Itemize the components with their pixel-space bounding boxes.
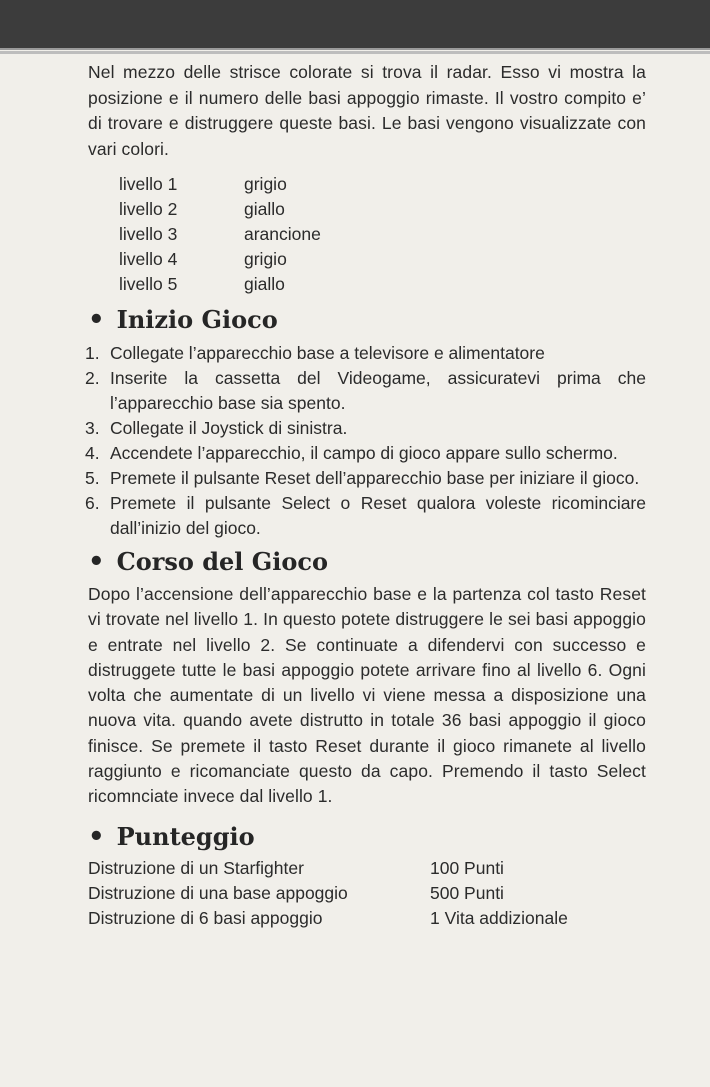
step-text: Collegate il Joystick di sinistra. (110, 418, 348, 438)
level-row (119, 172, 646, 197)
section-heading-start (88, 305, 646, 335)
bullet-icon: • (88, 547, 105, 577)
step-number: 3. (85, 418, 100, 438)
level-name: livello 3 (119, 224, 178, 244)
step-number: 1. (85, 343, 100, 363)
level-color: giallo (244, 199, 285, 219)
intro-paragraph: Nel mezzo delle strisce colorate si trova il radar. Esso vi mostra la posizione e il numero delle basi appoggio rimaste. Il vostro compito e’ di trovare e distruggere queste basi. Le basi vengono visualizzate con vari colori. (88, 62, 646, 159)
step-number: 6. (85, 493, 100, 513)
step-number: 5. (85, 468, 100, 488)
table-row (88, 856, 646, 881)
list-item (85, 366, 646, 416)
list-item (85, 341, 646, 366)
bullet-icon: • (88, 821, 105, 852)
table-row (88, 906, 646, 931)
step-number: 4. (85, 443, 100, 463)
list-item (85, 491, 646, 541)
score-description: Distruzione di 6 basi appoggio (88, 907, 323, 928)
level-name: livello 4 (119, 249, 178, 269)
level-color: grigio (244, 249, 287, 269)
course-paragraph: Dopo l’accensione dell’apparecchio base e la partenza col tasto Reset vi trovate nel livello 1. In questo potete distruggere le sei basi appoggio e entrate nel livello 2. Se continuate a difendervi con successo e distruggete tutte le basi appoggio potete arrivare fino al livello 6. Ogni volta che aumentate di un livello vi viene messa a disposizione una nuova vita. quando avete distrutto in totale 36 basi appoggio il gioco finisce. Se premete il tasto Reset durante il gioco rimanete al livello raggiunto e ricomanciate questo da capo. Premendo il tasto Select ricomnciate invece dal livello 1. (88, 584, 646, 807)
score-table (88, 856, 646, 931)
level-name: livello 5 (119, 274, 178, 294)
score-value: 1 Vita addizionale (430, 907, 568, 928)
section-title: Inizio Gioco (116, 305, 278, 334)
level-color: grigio (244, 174, 287, 194)
bullet-icon: • (88, 305, 105, 335)
score-value: 100 Punti (430, 857, 504, 878)
section-heading-score (88, 822, 646, 852)
table-row (88, 881, 646, 906)
top-band (0, 0, 710, 50)
level-row (119, 247, 646, 272)
level-row (119, 197, 646, 222)
step-text: Premete il pulsante Select o Reset qualora voleste ricominciare dall’inizio del gioco. (110, 493, 646, 538)
step-text: Premete il pulsante Reset dell’apparecchio base per iniziare il gioco. (110, 468, 640, 488)
level-color: arancione (244, 224, 321, 244)
section-title: Punteggio (116, 821, 255, 851)
start-steps-list (85, 341, 646, 541)
level-row (119, 272, 646, 297)
score-description: Distruzione di un Starfighter (88, 857, 304, 878)
level-color: giallo (244, 274, 285, 294)
step-number: 2. (85, 368, 100, 388)
section-heading-course (88, 547, 646, 577)
list-item (85, 441, 646, 466)
step-text: Accendete l’apparecchio, il campo di gioco appare sullo schermo. (110, 443, 618, 463)
step-text: Inserite la cassetta del Videogame, assicuratevi prima che l’apparecchio base sia spento. (110, 368, 646, 413)
section-title: Corso del Gioco (116, 547, 329, 576)
score-description: Distruzione di una base appoggio (88, 882, 348, 903)
list-item (85, 466, 646, 491)
step-text: Collegate l’apparecchio base a televisore e alimentatore (110, 343, 545, 363)
page-content (85, 60, 646, 931)
level-row (119, 222, 646, 247)
levels-list (119, 172, 646, 297)
score-value: 500 Punti (430, 882, 504, 903)
level-name: livello 2 (119, 199, 178, 219)
level-name: livello 1 (119, 174, 178, 194)
list-item (85, 416, 646, 441)
